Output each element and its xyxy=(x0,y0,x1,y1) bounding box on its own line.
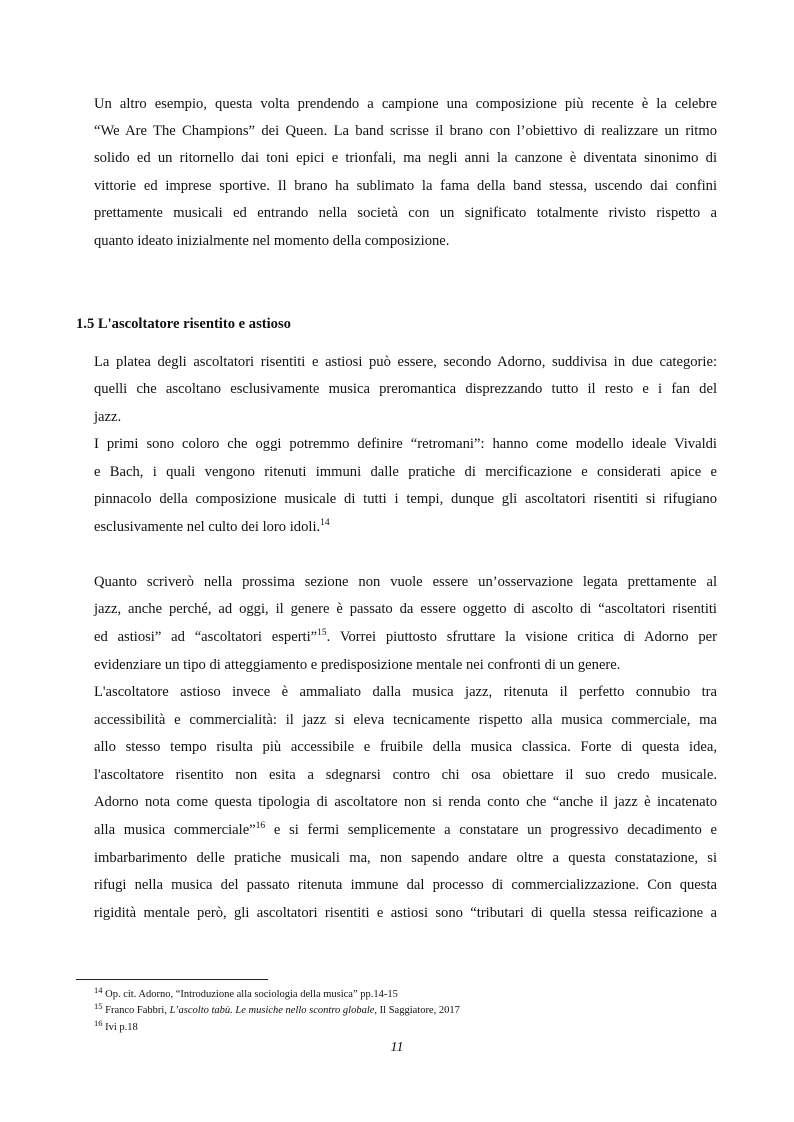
text-line xyxy=(94,821,717,839)
text-line: La platea degli ascoltatori risentiti e astiosi può essere, secondo Adorno, suddivisa in due categorie: xyxy=(94,354,717,370)
text-line: imbarbarimento delle pratiche musicali ma, non sapendo andare oltre a questa constatazione, si xyxy=(94,850,717,866)
text-line: prettamente musicali ed entrando nella società con un significato totalmente rivisto rispetto a xyxy=(94,205,717,221)
text-line xyxy=(94,518,717,536)
footnote-ref-14[interactable]: 14 xyxy=(320,518,330,528)
text-line: pinnacolo della composizione musicale di tutti i tempi, dunque gli ascoltatori risentiti si rifugiano xyxy=(94,491,717,507)
text-line: jazz, anche perché, ad oggi, il genere è passato da essere oggetto di ascolto di “ascoltatori risentiti xyxy=(94,601,717,617)
text-line: evidenziare un tipo di atteggiamento e predisposizione mentale nei confronti di un genere. xyxy=(94,657,621,673)
footnote-ref-16[interactable]: 16 xyxy=(255,821,266,831)
text-span: ed astiosi” ad “ascoltatori esperti” xyxy=(94,629,318,645)
footnote-separator xyxy=(76,979,268,980)
text-line: I primi sono coloro che oggi potremmo definire “retromani”: hanno come modello ideale Vivaldi xyxy=(94,436,717,452)
footnote-14 xyxy=(94,985,398,1001)
text-span: alla musica commerciale” xyxy=(94,822,256,838)
text-line: accessibilità e commercialità: il jazz si eleva tecnicamente rispetto alla musica commerciale, ma xyxy=(94,712,717,728)
footnote-number: 14 xyxy=(94,985,103,995)
footnote-ref-15[interactable]: 15 xyxy=(317,628,327,638)
section-heading: 1.5 L'ascoltatore risentito e astioso xyxy=(76,316,291,332)
text-line: quanto ideato inizialmente nel momento della composizione. xyxy=(94,233,450,249)
text-span: e si fermi semplicemente a constatare un progressivo decadimento e xyxy=(265,822,717,838)
text-line: “We Are The Champions” dei Queen. La band scrisse il brano con l’obiettivo di realizzare un ritmo xyxy=(94,123,717,139)
text-line: rigidità mentale però, gli ascoltatori risentiti e astiosi sono “tributari di quella stessa reificazione a xyxy=(94,905,717,921)
footnote-15 xyxy=(94,1001,460,1017)
text-line: Un altro esempio, questa volta prendendo a campione una composizione più recente è la celebre xyxy=(94,96,717,112)
text-line: solido ed un ritornello dai toni epici e trionfali, ma negli anni la canzone è diventata sinonimo di xyxy=(94,150,717,166)
footnote-16 xyxy=(94,1018,138,1034)
footnote-text: , Il Saggiatore, 2017 xyxy=(374,1005,460,1016)
text-line: Adorno nota come questa tipologia di ascoltatore non si renda conto che “anche il jazz è incatenato xyxy=(94,794,717,810)
footnote-text: Franco Fabbri, xyxy=(105,1005,170,1016)
text-line: allo stesso tempo risulta più accessibile e fruibile della musica classica. Forte di questa idea, xyxy=(94,739,717,755)
text-line: jazz. xyxy=(94,409,122,425)
text-span: esclusivamente nel culto dei loro idoli. xyxy=(94,519,321,535)
footnote-text: Op. cit. Adorno, “Introduzione alla sociologia della musica” pp.14-15 xyxy=(105,989,398,1000)
text-span: . Vorrei piuttosto sfruttare la visione critica di Adorno per xyxy=(326,629,717,645)
page-number: 11 xyxy=(390,1040,404,1055)
footnote-number: 15 xyxy=(94,1001,103,1011)
text-line: e Bach, i quali vengono ritenuti immuni dalle pratiche di mercificazione e considerati apice e xyxy=(94,464,717,480)
footnote-book-title: L’ascolto tabù. Le musiche nello scontro globale xyxy=(169,1005,375,1016)
footnote-number: 16 xyxy=(94,1018,103,1028)
text-line: quelli che ascoltano esclusivamente musica preromantica disprezzando tutto il resto e i fan del xyxy=(94,381,717,397)
text-line: Quanto scriverò nella prossima sezione non vuole essere un’osservazione legata prettamente al xyxy=(94,574,717,590)
text-line xyxy=(94,628,717,646)
text-line: L'ascoltatore astioso invece è ammaliato dalla musica jazz, ritenuta il perfetto connubio tra xyxy=(94,684,717,700)
text-line: l'ascoltatore risentito non esita a sdegnarsi contro chi osa obiettare il suo credo musicale. xyxy=(94,767,717,783)
text-line: rifugi nella musica del passato ritenuta immune dal processo di commercializzazione. Con questa xyxy=(94,877,717,893)
footnote-text: Ivi p.18 xyxy=(105,1022,138,1033)
text-line: vittorie ed imprese sportive. Il brano ha sublimato la fama della band stessa, uscendo dai confini xyxy=(94,178,717,194)
